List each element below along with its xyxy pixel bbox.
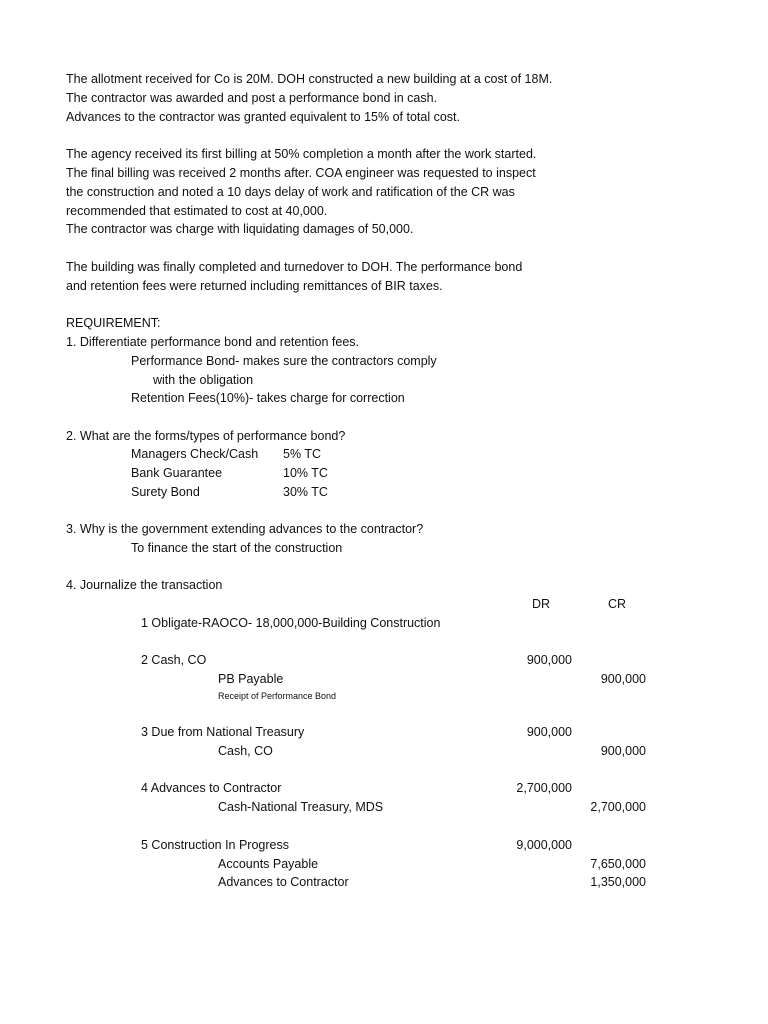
entry-3-credit-amount: 900,000 [600,744,646,758]
entry-4-debit-amount: 2,700,000 [516,781,572,795]
bond-form-rate: 30% TC [283,485,328,499]
billing-line-4: recommended that estimated to cost at 40,000. [66,204,328,218]
question-1: 1. Differentiate performance bond and retention fees. [66,335,360,349]
entry-4-credit-amount: 2,700,000 [590,800,646,814]
journal-entry-1: 1 Obligate-RAOCO- 18,000,000-Building Construction [141,616,441,630]
entry-5-debit-amount: 9,000,000 [516,838,572,852]
entry-3-debit-account: 3 Due from National Treasury [141,725,305,739]
billing-line-3: the construction and noted a 10 days delay of work and ratification of the CR was [66,185,515,199]
debit-column-header: DR [532,597,551,611]
entry-2-credit-amount: 900,000 [600,672,646,686]
billing-line-1: The agency received its first billing at 50% completion a month after the work started. [66,147,537,161]
entry-5-debit-account: 5 Construction In Progress [141,838,289,852]
bond-form-rate: 5% TC [283,447,321,461]
completion-line-2: and retention fees were returned including remittances of BIR taxes. [66,279,443,293]
question-4: 4. Journalize the transaction [66,578,223,592]
billing-line-5: The contractor was charge with liquidating damages of 50,000. [66,222,414,236]
bond-form-name: Bank Guarantee [131,466,223,480]
answer-1-line-3: Retention Fees(10%)- takes charge for correction [131,391,405,405]
requirement-heading: REQUIREMENT: [66,316,161,330]
entry-4-debit-account: 4 Advances to Contractor [141,781,282,795]
entry-3-credit-account: Cash, CO [218,744,273,758]
bond-form-name: Managers Check/Cash [131,447,259,461]
entry-2-credit-account: PB Payable [218,672,284,686]
entry-2-debit-account: 2 Cash, CO [141,653,207,667]
entry-5-credit-account-2: Advances to Contractor [218,875,349,889]
answer-3: To finance the start of the construction [131,541,343,555]
entry-5-credit-amount-1: 7,650,000 [590,857,646,871]
entry-2-note: Receipt of Performance Bond [218,691,337,701]
entry-3-debit-amount: 900,000 [526,725,572,739]
intro-line-2: The contractor was awarded and post a performance bond in cash. [66,91,438,105]
answer-1-line-1: Performance Bond- makes sure the contractors comply [131,354,437,368]
completion-line-1: The building was finally completed and turnedover to DOH. The performance bond [66,260,523,274]
credit-column-header: CR [608,597,627,611]
bond-form-rate: 10% TC [283,466,328,480]
entry-5-credit-amount-2: 1,350,000 [590,875,646,889]
entry-4-credit-account: Cash-National Treasury, MDS [218,800,384,814]
intro-line-3: Advances to the contractor was granted equivalent to 15% of total cost. [66,110,460,124]
answer-1-line-2: with the obligation [153,373,254,387]
question-3: 3. Why is the government extending advances to the contractor? [66,522,424,536]
bond-form-name: Surety Bond [131,485,200,499]
intro-line-1: The allotment received for Co is 20M. DOH constructed a new building at a cost of 18M. [66,72,553,86]
entry-5-credit-account-1: Accounts Payable [218,857,319,871]
entry-2-debit-amount: 900,000 [526,653,572,667]
question-2: 2. What are the forms/types of performance bond? [66,429,346,443]
billing-line-2: The final billing was received 2 months after. COA engineer was requested to inspect [66,166,536,180]
